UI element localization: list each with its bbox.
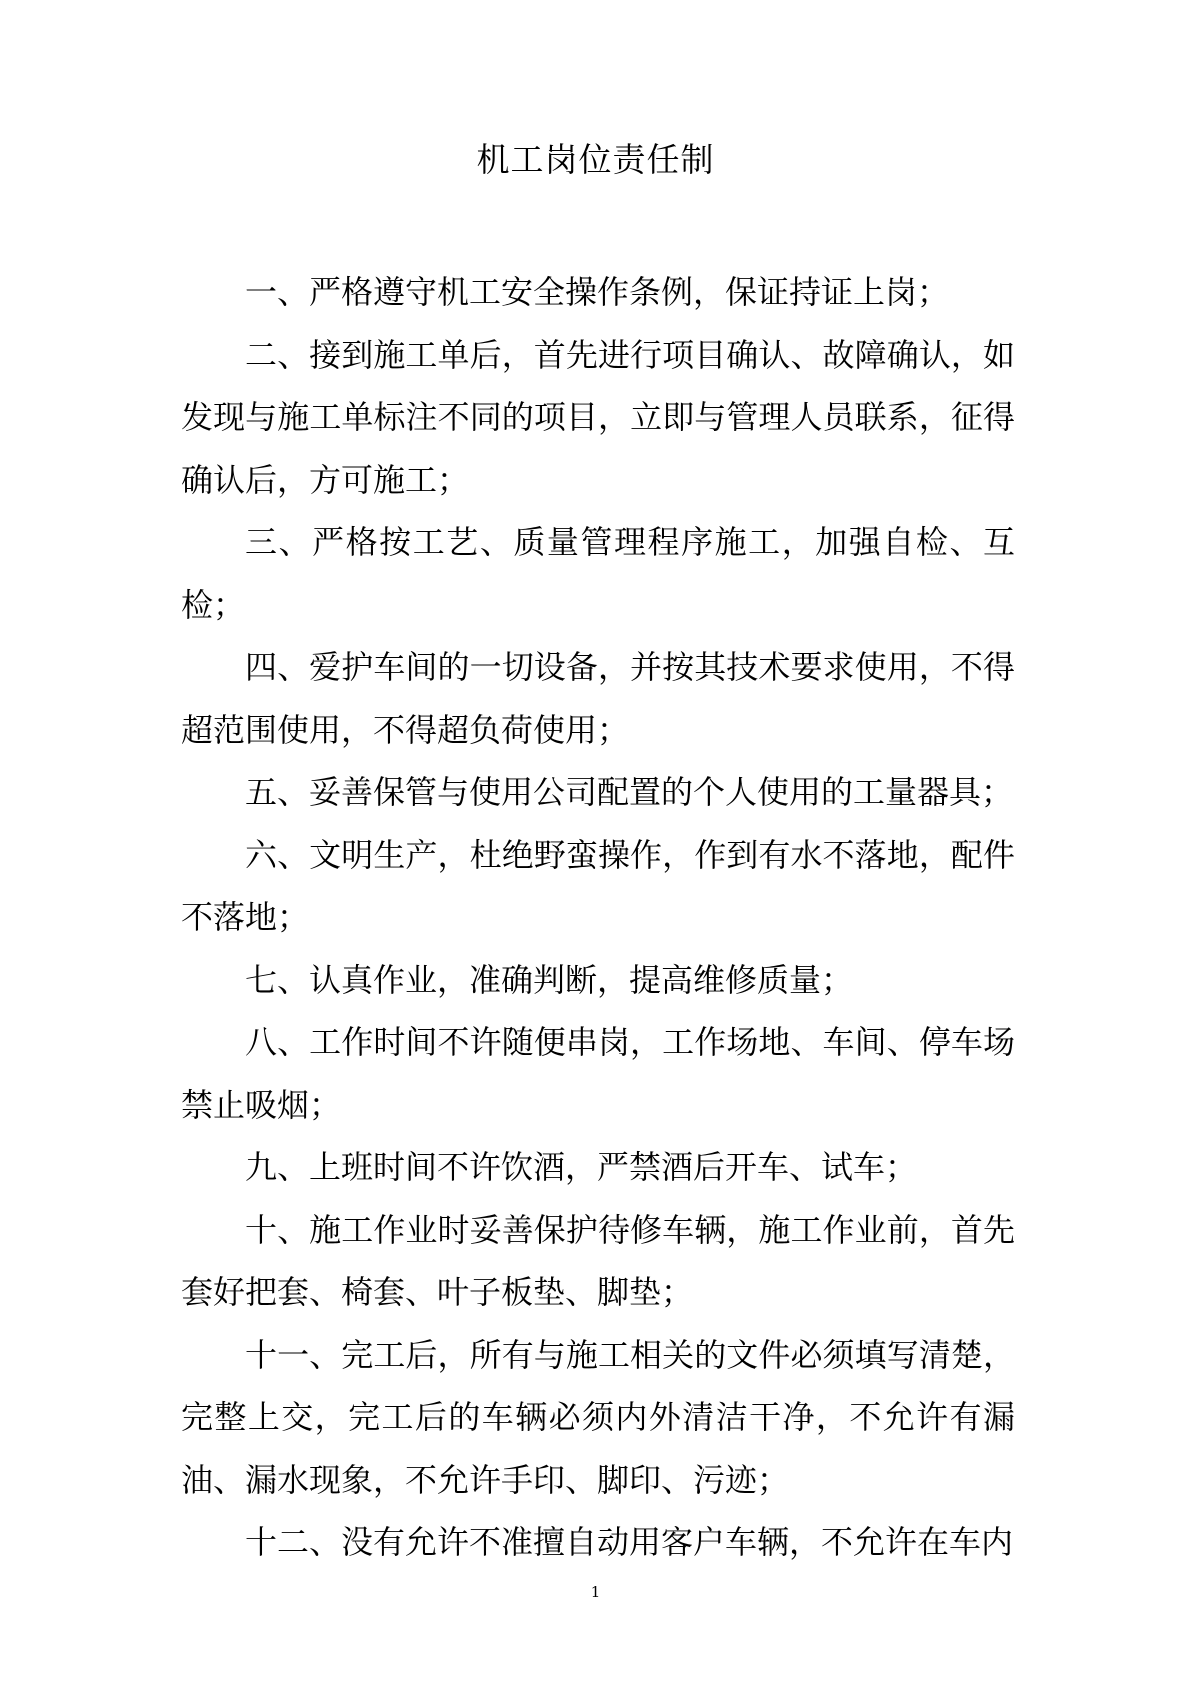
- clause-4: 四、爱护车间的一切设备，并按其技术要求使用，不得超范围使用，不得超负荷使用；: [181, 648, 1015, 749]
- clause-6: 六、文明生产，杜绝野蛮操作，作到有水不落地，配件不落地；: [181, 835, 1015, 936]
- clause-11: 十一、完工后，所有与施工相关的文件必须填写清楚，完整上交，完工后的车辆必须内外清洁干净，不允许有漏油、漏水现象，不允许手印、脚印、污迹；: [181, 1335, 1015, 1499]
- document-body: [181, 261, 1015, 1574]
- clause-10: 十、施工作业时妥善保护待修车辆，施工作业前，首先套好把套、椅套、叶子板垫、脚垫；: [181, 1210, 1015, 1311]
- document-title: 机工岗位责任制: [476, 140, 715, 179]
- clause-7: 七、认真作业，准确判断，提高维修质量；: [245, 960, 854, 999]
- clause-5: 五、妥善保管与使用公司配置的个人使用的工量器具；: [245, 773, 1014, 811]
- clause-12: 十二、没有允许不准擅自动用客户车辆，不允许在车内: [245, 1523, 1014, 1561]
- clause-1: 一、严格遵守机工安全操作条例，保证持证上岗；: [245, 273, 950, 311]
- clause-2: 二、接到施工单后，首先进行项目确认、故障确认，如发现与施工单标注不同的项目，立即与管理人员联系，征得确认后，方可施工；: [181, 335, 1015, 499]
- clause-3: 三、严格按工艺、质量管理程序施工，加强自检、互检；: [181, 523, 1015, 624]
- clause-8: 八、工作时间不许随便串岗，工作场地、车间、停车场禁止吸烟；: [181, 1023, 1015, 1124]
- page-number: 1: [590, 1583, 601, 1601]
- clause-9: 九、上班时间不许饮酒，严禁酒后开车、试车；: [245, 1148, 918, 1186]
